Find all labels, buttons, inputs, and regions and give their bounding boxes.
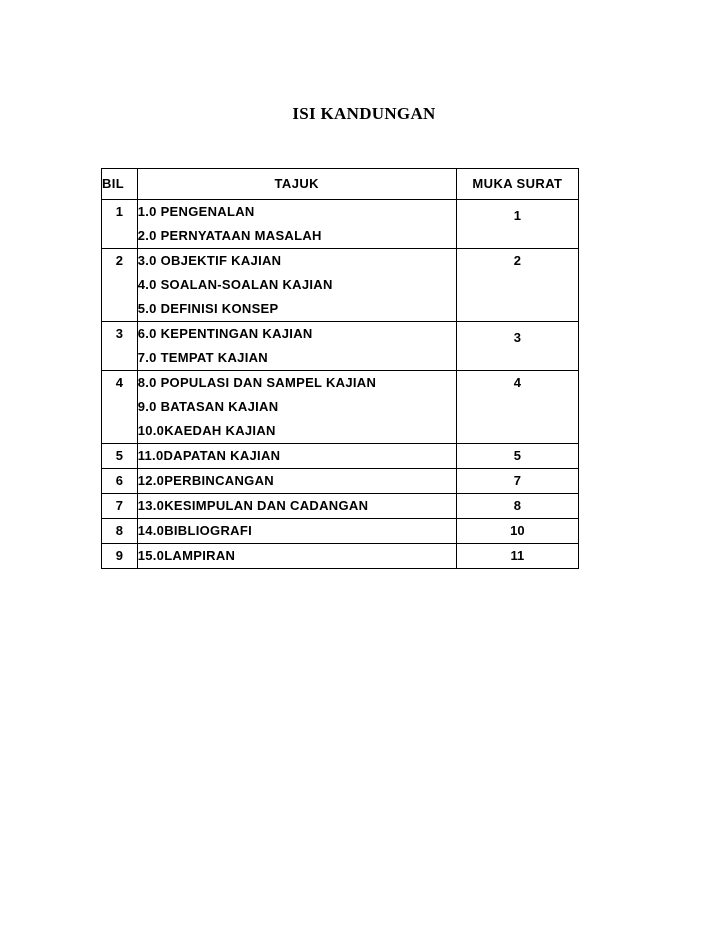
row-number: 7 bbox=[102, 494, 138, 519]
row-number: 8 bbox=[102, 519, 138, 544]
table-row bbox=[102, 371, 579, 444]
page-title: ISI KANDUNGAN bbox=[292, 104, 436, 123]
table-row bbox=[102, 249, 579, 322]
topic-item: 5.0 DEFINISI KONSEP bbox=[137, 301, 279, 316]
row-topics bbox=[137, 371, 456, 444]
topic-item: 12.0PERBINCANGAN bbox=[137, 473, 274, 488]
topic-item: 6.0 KEPENTINGAN KAJIAN bbox=[137, 326, 313, 341]
header-muka-surat: MUKA SURAT bbox=[456, 169, 578, 200]
topic-item: 2.0 PERNYATAAN MASALAH bbox=[137, 228, 322, 243]
row-topics bbox=[137, 544, 456, 569]
table-row bbox=[102, 469, 579, 494]
table-row bbox=[102, 544, 579, 569]
row-number: 3 bbox=[102, 322, 138, 371]
row-page: 5 bbox=[456, 444, 578, 469]
row-number: 9 bbox=[102, 544, 138, 569]
row-topics bbox=[137, 200, 456, 249]
row-topics bbox=[137, 469, 456, 494]
topic-item: 4.0 SOALAN-SOALAN KAJIAN bbox=[137, 277, 333, 292]
table-row bbox=[102, 444, 579, 469]
row-page: 8 bbox=[456, 494, 578, 519]
row-page: 10 bbox=[456, 519, 578, 544]
row-page: 7 bbox=[456, 469, 578, 494]
row-topics bbox=[137, 322, 456, 371]
table-row bbox=[102, 519, 579, 544]
topic-item: 8.0 POPULASI DAN SAMPEL KAJIAN bbox=[137, 375, 377, 390]
topic-item: 14.0BIBLIOGRAFI bbox=[137, 523, 252, 538]
topic-item: 1.0 PENGENALAN bbox=[137, 204, 255, 219]
table-header-row bbox=[102, 169, 579, 200]
row-topics bbox=[137, 249, 456, 322]
row-page: 2 bbox=[456, 249, 578, 322]
row-number: 6 bbox=[102, 469, 138, 494]
header-tajuk: TAJUK bbox=[137, 169, 456, 200]
row-page: 11 bbox=[456, 544, 578, 569]
row-number: 4 bbox=[102, 371, 138, 444]
row-topics bbox=[137, 494, 456, 519]
topic-item: 13.0KESIMPULAN DAN CADANGAN bbox=[137, 498, 369, 513]
row-topics bbox=[137, 519, 456, 544]
topic-item: 15.0LAMPIRAN bbox=[137, 548, 236, 563]
row-page: 3 bbox=[456, 322, 578, 371]
table-of-contents bbox=[101, 168, 579, 569]
row-number: 1 bbox=[102, 200, 138, 249]
header-bil: BIL bbox=[102, 169, 138, 200]
row-number: 2 bbox=[102, 249, 138, 322]
topic-item: 9.0 BATASAN KAJIAN bbox=[137, 399, 279, 414]
table-row bbox=[102, 494, 579, 519]
row-number: 5 bbox=[102, 444, 138, 469]
topic-item: 7.0 TEMPAT KAJIAN bbox=[137, 350, 268, 365]
topic-item: 3.0 OBJEKTIF KAJIAN bbox=[137, 253, 282, 268]
topic-item: 11.0DAPATAN KAJIAN bbox=[137, 448, 281, 463]
topic-item: 10.0KAEDAH KAJIAN bbox=[137, 423, 276, 438]
table-row bbox=[102, 322, 579, 371]
table-row bbox=[102, 200, 579, 249]
row-page: 4 bbox=[456, 371, 578, 444]
row-topics bbox=[137, 444, 456, 469]
row-page: 1 bbox=[456, 200, 578, 249]
